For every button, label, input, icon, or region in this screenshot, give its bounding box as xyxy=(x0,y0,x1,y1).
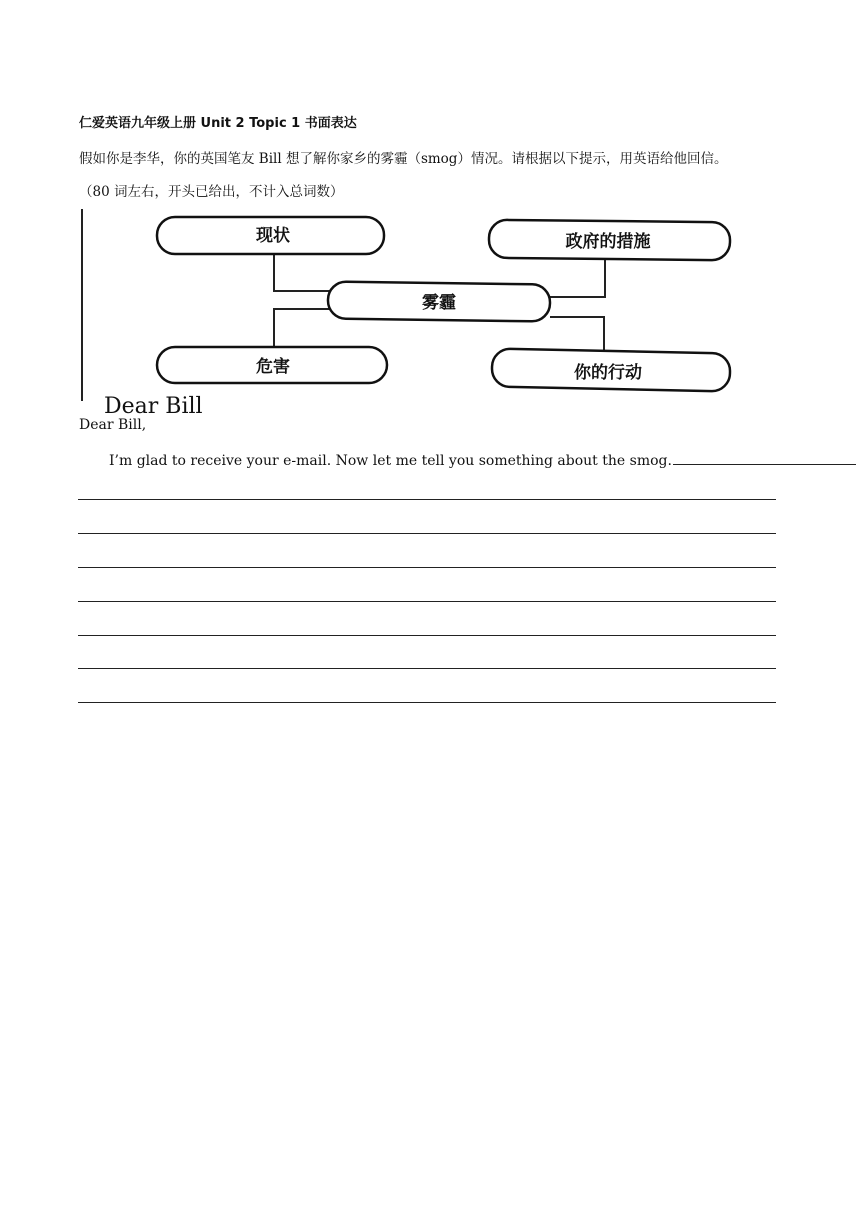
box-center xyxy=(328,281,550,321)
answer-line-4[interactable] xyxy=(78,601,776,602)
box-bottom-left xyxy=(157,347,387,383)
answer-line-6[interactable] xyxy=(78,668,776,669)
answer-line-2[interactable] xyxy=(78,533,776,534)
answer-line-7[interactable] xyxy=(78,702,776,703)
label-top-left: 现状 xyxy=(256,226,290,246)
letter-salutation: Dear Bill, xyxy=(79,417,147,433)
label-bottom-left: 危害 xyxy=(256,357,290,377)
cut-off-text: Dear Bill xyxy=(104,394,203,419)
answer-line-3[interactable] xyxy=(78,567,776,568)
prompt-line-2: （80 词左右，开头已给出，不计入总词数） xyxy=(79,184,344,200)
mind-map-figure xyxy=(78,207,758,419)
label-center: 雾霾 xyxy=(422,293,456,313)
answer-line-5[interactable] xyxy=(78,635,776,636)
letter-opening xyxy=(109,452,856,469)
box-top-right xyxy=(489,220,730,261)
label-bottom-right: 你的行动 xyxy=(574,363,642,383)
prompt-line-1: 假如你是李华，你的英国笔友 Bill 想了解你家乡的雾霾（smog）情况。请根据以下提示，用英语给他回信。 xyxy=(79,151,728,167)
box-top-left xyxy=(157,217,384,254)
box-bottom-right xyxy=(492,349,731,392)
letter-opening-text: I’m glad to receive your e-mail. Now let me tell you something about the smog. xyxy=(109,453,672,469)
label-top-right: 政府的措施 xyxy=(565,232,651,252)
answer-line-1[interactable] xyxy=(78,499,776,500)
answer-blank-inline[interactable] xyxy=(673,452,856,465)
page-title: 仁爱英语九年级上册 Unit 2 Topic 1 书面表达 xyxy=(79,116,357,131)
